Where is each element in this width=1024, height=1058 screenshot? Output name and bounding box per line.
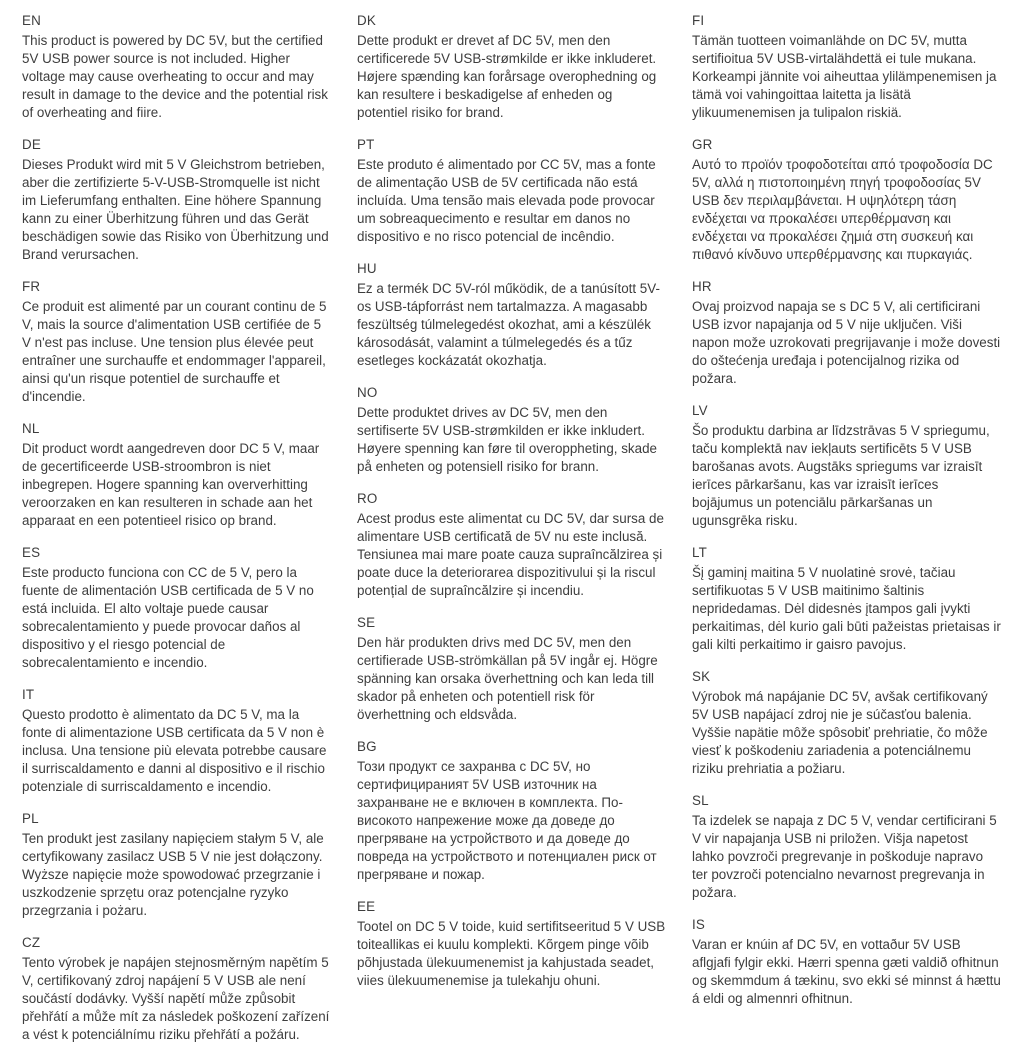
language-code-bg: BG	[357, 739, 377, 754]
language-block-it	[22, 686, 331, 796]
language-block-no	[357, 384, 666, 476]
language-block-lv	[692, 402, 1001, 530]
language-block-is	[692, 916, 1001, 1008]
language-block-gr	[692, 136, 1001, 264]
language-block-nl	[22, 420, 331, 530]
language-text-en: This product is powered by DC 5V, but the certified 5V USB power source is not included. Higher voltage may cause overheating to occur and may result in damage to the device and the potential risk of overheating and fiire.	[22, 33, 328, 120]
language-text-sk: Výrobok má napájanie DC 5V, avšak certifikovaný 5V USB napájací zdroj nie je súčasťou balenia. Vyššie napätie môže spôsobiť prehriatie, čo môže viesť k poškodeniu zariadenia a potenciálnemu riziku prehriatia a požiaru.	[692, 689, 988, 776]
language-code-is: IS	[692, 917, 706, 932]
language-text-no: Dette produktet drives av DC 5V, men den sertifiserte 5V USB-strømkilden er ikke inkludert. Høyere spenning kan føre til overoppheting, skade på enheten og potensiell risiko for brann.	[357, 405, 657, 474]
language-block-sl	[692, 792, 1001, 902]
language-code-hu: HU	[357, 261, 377, 276]
language-code-se: SE	[357, 615, 376, 630]
language-block-pt	[357, 136, 666, 246]
language-code-gr: GR	[692, 137, 713, 152]
language-text-fr: Ce produit est alimenté par un courant continu de 5 V, mais la source d'alimentation USB certifiée de 5 V n'est pas incluse. Une tension plus élevée peut entraîner une surchauffe et endommager l'appareil, ainsi qu'un risque potentiel de surchauffe et d'incendie.	[22, 299, 327, 404]
language-text-sl: Ta izdelek se napaja z DC 5 V, vendar certificirani 5 V vir napajanja USB ni priložen. Višja napetost lahko povzroči pregrevanje in poškoduje napravo ter povzroči potencialno nevarnost pregrevanja in požara.	[692, 813, 997, 900]
language-code-fr: FR	[22, 279, 41, 294]
language-block-es	[22, 544, 331, 672]
language-code-lv: LV	[692, 403, 708, 418]
language-text-fi: Tämän tuotteen voimanlähde on DC 5V, mutta sertifioitua 5V USB-virtalähdettä ei tule mukana. Korkeampi jännite voi aiheuttaa ylilämpenemisen ja tämä voi vahingoittaa laitetta ja lisätä ylikuumenemisen ja tulipalon riskiä.	[692, 33, 997, 120]
column-3	[692, 12, 1001, 1058]
language-code-pl: PL	[22, 811, 39, 826]
language-code-fi: FI	[692, 13, 705, 28]
language-text-it: Questo prodotto è alimentato da DC 5 V, ma la fonte di alimentazione USB certificata da 5 V non è inclusa. Una tensione più elevata potrebbe causare il surriscaldamento e danni al dispositivo e il rischio potenziale di surriscaldamento e incendio.	[22, 707, 327, 794]
language-text-de: Dieses Produkt wird mit 5 V Gleichstrom betrieben, aber die zertifizierte 5-V-USB-Stromquelle ist nicht im Lieferumfang enthalten. Eine höhere Spannung kann zu einer Überhitzung führen und das Gerät beschädigen sowie das Risiko von Überhitzung und Brand verursachen.	[22, 157, 329, 262]
language-text-se: Den här produkten drivs med DC 5V, men den certifierade USB-strömkällan på 5V ingår ej. Högre spänning kan orsaka överhettning och kan leda till skador på enheten och potentiell risk för överhettning och eldsvåda.	[357, 635, 658, 722]
language-code-it: IT	[22, 687, 35, 702]
language-block-bg	[357, 738, 666, 884]
language-text-ee: Tootel on DC 5 V toide, kuid sertifitseeritud 5 V USB toiteallikas ei kuulu komplekti. Kõrgem pinge võib põhjustada ülekuumenemist ja kahjustada seadet, viies ülekuumenemise ja tulekahju ohuni.	[357, 919, 666, 988]
language-text-ro: Acest produs este alimentat cu DC 5V, dar sursa de alimentare USB certificată de 5V nu este inclusă. Tensiunea mai mare poate cauza supraîncălzirea și poate duce la deteriorarea dispozitivului și la riscul potențial de supraîncălzire și incendiu.	[357, 511, 664, 598]
language-code-cz: CZ	[22, 935, 41, 950]
language-text-is: Varan er knúin af DC 5V, en vottaður 5V USB aflgjafi fylgir ekki. Hærri spenna gæti valdið ofhitnun og skemmdum á tækinu, svo ekki sé minnst á hættu á eldi og almennri ofhitnun.	[692, 937, 1001, 1006]
language-text-bg: Този продукт се захранва с DC 5V, но сертифицираният 5V USB източник на захранване не е включен в комплекта. По-високото напрежение може да доведе до прегряване на устройството и да доведе до повреда на устройството и потенциален риск от прегряване и пожар.	[357, 759, 657, 882]
language-code-nl: NL	[22, 421, 40, 436]
language-block-dk	[357, 12, 666, 122]
language-block-ro	[357, 490, 666, 600]
language-code-sk: SK	[692, 669, 711, 684]
column-1	[22, 12, 331, 1058]
language-code-dk: DK	[357, 13, 377, 28]
language-block-fr	[22, 278, 331, 406]
language-text-pl: Ten produkt jest zasilany napięciem stałym 5 V, ale certyfikowany zasilacz USB 5 V nie jest dołączony. Wyższe napięcie może spowodować przegrzanie i uszkodzenie sprzętu oraz potencjalne ryzyko przegrzania i pożaru.	[22, 831, 324, 918]
language-code-no: NO	[357, 385, 378, 400]
language-block-sk	[692, 668, 1001, 778]
language-code-lt: LT	[692, 545, 708, 560]
language-text-nl: Dit product wordt aangedreven door DC 5 V, maar de gecertificeerde USB-stroombron is niet inbegrepen. Hogere spanning kan oververhitting veroorzaken en kan resulteren in schade aan het apparaat en een potentieel risico op brand.	[22, 441, 320, 528]
language-text-hr: Ovaj proizvod napaja se s DC 5 V, ali certificirani USB izvor napajanja od 5 V nije uključen. Viši napon može uzrokovati pregrijavanje i može dovesti do oštećenja uređaja i potencijalnog rizika od požara.	[692, 299, 1001, 386]
language-block-ee	[357, 898, 666, 990]
language-block-hr	[692, 278, 1001, 388]
language-code-ee: EE	[357, 899, 376, 914]
language-code-es: ES	[22, 545, 41, 560]
language-text-lt: Šį gaminį maitina 5 V nuolatinė srovė, tačiau sertifikuotas 5 V USB maitinimo šaltinis nepridedamas. Dėl didesnės įtampos gali įvykti perkaitimas, dėl kurio gali būti pažeistas prietaisas ir gali kilti perkaitimo ir gaisro pavojus.	[692, 565, 1001, 652]
language-code-de: DE	[22, 137, 42, 152]
language-code-ro: RO	[357, 491, 378, 506]
column-2	[357, 12, 666, 1058]
language-text-dk: Dette produkt er drevet af DC 5V, men den certificerede 5V USB-strømkilde er ikke inkluderet. Højere spænding kan forårsage overophedning og kan resultere i beskadigelse af enheden og potentiel risiko for brand.	[357, 33, 657, 120]
language-text-gr: Αυτό το προϊόν τροφοδοτείται από τροφοδοσία DC 5V, αλλά η πιστοποιημένη πηγή τροφοδοσίας 5V USB δεν περιλαμβάνεται. Η υψηλότερη τάση ενδέχεται να προκαλέσει υπερθέρμανση και ενδέχεται να προκαλέσει ζημιά στη συσκευή και πιθανό κίνδυνο υπερθέρμανσης και πυρκαγιάς.	[692, 157, 993, 262]
language-text-lv: Šo produktu darbina ar līdzstrāvas 5 V spriegumu, taču komplektā nav iekļauts sertificēts 5 V USB barošanas avots. Augstāks spriegums var izraisīt ierīces pārkaršanu, kas var izraisīt ierīces bojājumus un potenciālu pārkaršanas un ugunsgrēka risku.	[692, 423, 990, 528]
language-block-fi	[692, 12, 1001, 122]
language-block-de	[22, 136, 331, 264]
language-code-en: EN	[22, 13, 42, 28]
language-block-lt	[692, 544, 1001, 654]
language-code-hr: HR	[692, 279, 712, 294]
language-text-pt: Este produto é alimentado por CC 5V, mas a fonte de alimentação USB de 5V certificada não está incluída. Uma tensão mais elevada pode provocar um sobreaquecimento e resultar em danos no dispositivo e no risco potencial de incêndio.	[357, 157, 656, 244]
language-block-cz	[22, 934, 331, 1044]
language-text-es: Este producto funciona con CC de 5 V, pero la fuente de alimentación USB certificada de 5 V no está incluida. El alto voltaje puede causar sobrecalentamiento y puede provocar daños al dispositivo y el riesgo potencial de sobrecalentamiento e incendio.	[22, 565, 314, 670]
language-code-sl: SL	[692, 793, 709, 808]
language-block-hu	[357, 260, 666, 370]
language-block-pl	[22, 810, 331, 920]
language-block-se	[357, 614, 666, 724]
language-block-en	[22, 12, 331, 122]
language-text-hu: Ez a termék DC 5V-ról működik, de a tanúsított 5V-os USB-tápforrást nem tartalmazza. A magasabb feszültség túlmelegedést okozhat, ami a készülék károsodását, valamint a túlmelegedés és a tűz esetleges kockázatát okozhatja.	[357, 281, 660, 368]
language-text-cz: Tento výrobek je napájen stejnosměrným napětím 5 V, certifikovaný zdroj napájení 5 V USB ale není součástí dodávky. Vyšší napětí může způsobit přehřátí a může mít za následek poškození zařízení a vést k potenciálnímu riziku přehřátí a požáru.	[22, 955, 330, 1042]
language-code-pt: PT	[357, 137, 375, 152]
